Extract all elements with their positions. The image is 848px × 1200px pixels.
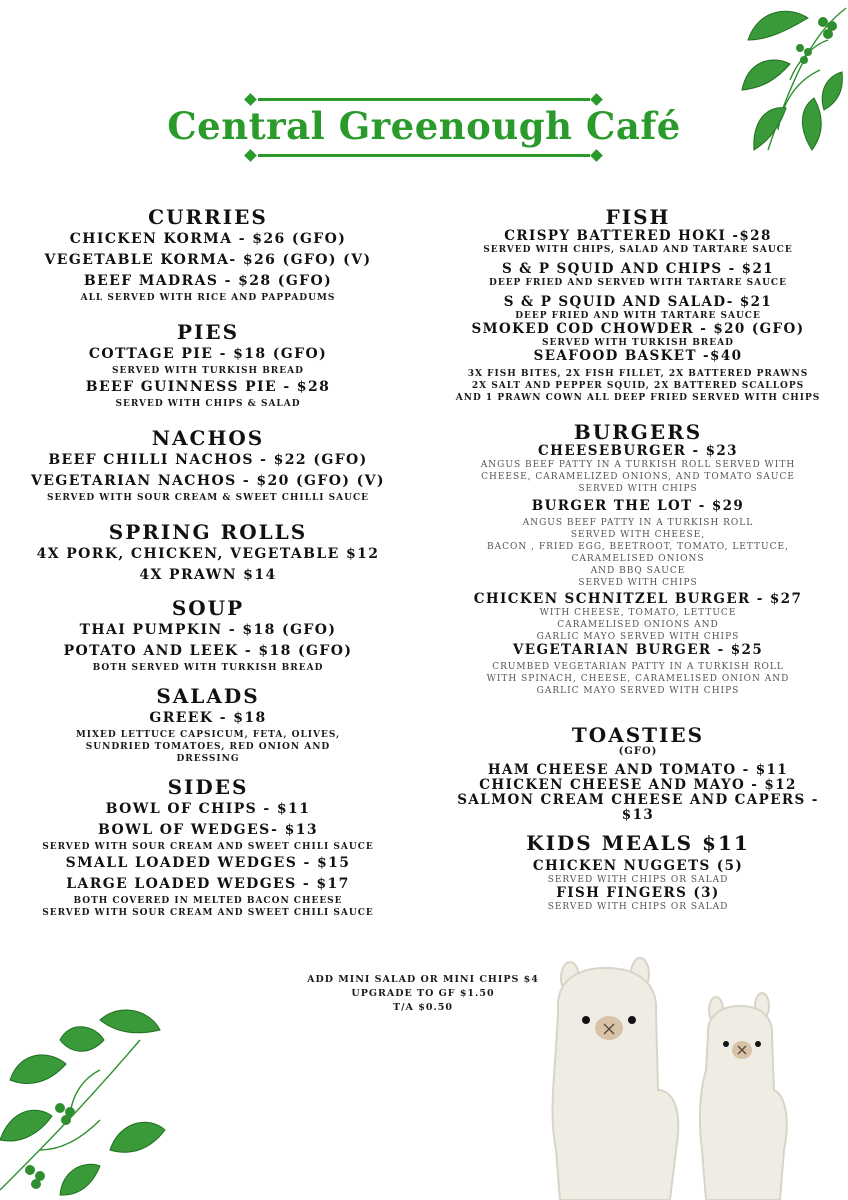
menu-item: POTATO AND LEEK - $18 (GFO)	[63, 643, 353, 659]
section-nachos	[22, 426, 394, 504]
section-heading: KIDS MEALS $11	[526, 831, 750, 855]
menu-item: LARGE LOADED WEDGES - $17	[66, 876, 350, 892]
item-note: SERVED WITH TURKISH BREAD	[112, 366, 304, 376]
item-note: SERVED WITH SOUR CREAM AND SWEET CHILI SAUCE	[42, 842, 374, 852]
menu-column-left	[22, 205, 394, 919]
item-note: AND BBQ SAUCE	[590, 566, 686, 576]
section-kids-meals	[440, 831, 836, 913]
extras-notes	[300, 973, 546, 1015]
item-note: SERVED WITH CHIPS	[578, 578, 698, 588]
item-note: 3X FISH BITES, 2X FISH FILLET, 2X BATTERED PRAWNS	[467, 369, 809, 379]
item-note: SUNDRIED TOMATOES, RED ONION AND	[85, 742, 331, 752]
section-heading: SIDES	[167, 775, 249, 799]
section-heading: NACHOS	[151, 426, 265, 450]
item-note: WITH CHEESE, TOMATO, LETTUCE	[539, 608, 737, 618]
extras-line: ADD MINI SALAD OR MINI CHIPS $4	[307, 974, 539, 985]
item-note: ALL SERVED WITH RICE AND PAPPADUMS	[80, 293, 336, 303]
section-heading: PIES	[176, 320, 240, 344]
item-note: SERVED WITH TURKISH BREAD	[542, 338, 734, 348]
leaf-branch-top-right-illustration	[728, 0, 848, 170]
item-note: SERVED WITH CHEESE,	[570, 530, 706, 540]
menu-item: BEEF GUINNESS PIE - $28	[85, 379, 331, 395]
item-note: SERVED WITH SOUR CREAM AND SWEET CHILI SAUCE	[42, 908, 374, 918]
item-note: DRESSING	[176, 754, 240, 764]
menu-item: BEEF CHILLI NACHOS - $22 (GFO)	[48, 452, 368, 468]
item-note: CARAMELISED ONIONS	[571, 554, 705, 564]
item-note: GARLIC MAYO SERVED WITH CHIPS	[536, 686, 740, 696]
menu-item: SMOKED COD CHOWDER - $20 (GFO)	[471, 321, 805, 337]
menu-item: VEGETARIAN BURGER - $25	[512, 642, 764, 658]
extras-line: UPGRADE TO GF $1.50	[351, 988, 495, 999]
section-curries	[22, 205, 394, 304]
item-note: SERVED WITH CHIPS	[578, 484, 698, 494]
menu-item: CHEESEBURGER - $23	[538, 443, 738, 459]
menu-item: SEAFOOD BASKET -$40	[533, 348, 743, 364]
item-note: BOTH SERVED WITH TURKISH BREAD	[92, 663, 324, 673]
menu-item: 4X PORK, CHICKEN, VEGETABLE $12	[36, 546, 380, 562]
title-rule-top	[258, 98, 590, 101]
item-note: BACON , FRIED EGG, BEETROOT, TOMATO, LETTUCE,	[487, 542, 789, 552]
item-note: SERVED WITH CHIPS OR SALAD	[547, 902, 729, 912]
rule-ornament	[590, 149, 603, 162]
rule-ornament	[244, 149, 257, 162]
cafe-title: Central Greenough Café	[167, 104, 681, 148]
item-note: SERVED WITH CHIPS, SALAD AND TARTARE SAUCE	[483, 245, 793, 255]
item-note: BOTH COVERED IN MELTED BACON CHEESE	[73, 896, 343, 906]
menu-item: CHICKEN NUGGETS (5)	[532, 858, 744, 874]
alpaca-illustration	[548, 950, 798, 1200]
item-note: ANGUS BEEF PATTY IN A TURKISH ROLL	[522, 518, 754, 528]
section-soup	[22, 596, 394, 674]
menu-item: CRISPY BATTERED HOKI -$28	[504, 228, 772, 244]
item-note: WITH SPINACH, CHEESE, CARAMELISED ONION AND	[486, 674, 790, 684]
section-heading: SALADS	[156, 684, 260, 708]
menu-item: 4X PRAWN $14	[139, 567, 277, 583]
menu-item: VEGETABLE KORMA- $26 (GFO) (V)	[44, 252, 372, 268]
menu-item: CHICKEN CHEESE AND MAYO - $12	[479, 777, 797, 793]
section-burgers	[440, 420, 836, 697]
section-heading: FISH	[605, 205, 671, 229]
menu-item: THAI PUMPKIN - $18 (GFO)	[79, 622, 337, 638]
item-note: CHEESE, CARAMELIZED ONIONS, AND TOMATO SAUCE	[481, 472, 795, 482]
item-note: SERVED WITH SOUR CREAM & SWEET CHILLI SAUCE	[47, 493, 369, 503]
menu-item: HAM CHEESE AND TOMATO - $11	[487, 762, 789, 778]
section-spring-rolls	[22, 520, 394, 586]
menu-item: S & P SQUID AND SALAD- $21	[503, 294, 773, 310]
section-heading: SOUP	[171, 596, 245, 620]
menu-item: GREEK - $18	[149, 710, 267, 726]
item-note: SERVED WITH CHIPS OR SALAD	[547, 875, 729, 885]
menu-item: BOWL OF WEDGES- $13	[97, 822, 319, 838]
menu-item: COTTAGE PIE - $18 (GFO)	[88, 346, 328, 362]
section-salads	[22, 684, 394, 765]
extras-line: T/A $0.50	[393, 1002, 453, 1013]
section-sides	[22, 775, 394, 919]
section-heading: CURRIES	[148, 205, 268, 229]
item-note: CARAMELISED ONIONS AND	[557, 620, 719, 630]
menu-item: BURGER THE LOT - $29	[531, 498, 745, 514]
section-heading: TOASTIES	[571, 723, 705, 747]
leaf-branch-bottom-left-illustration	[0, 1000, 175, 1200]
menu-item: SMALL LOADED WEDGES - $15	[65, 855, 351, 871]
title-block	[160, 92, 688, 164]
section-subheading: (GFO)	[618, 746, 658, 757]
menu-item: CHICKEN KORMA - $26 (GFO)	[69, 231, 347, 247]
item-note: 2X SALT AND PEPPER SQUID, 2X BATTERED SCALLOPS	[471, 381, 805, 391]
item-note: AND 1 PRAWN COWN ALL DEEP FRIED SERVED WITH CHIPS	[455, 393, 821, 403]
title-rule-bottom	[258, 154, 590, 157]
item-note: ANGUS BEEF PATTY IN A TURKISH ROLL SERVED WITH	[480, 460, 796, 470]
item-note: MIXED LETTUCE CAPSICUM, FETA, OLIVES,	[75, 730, 341, 740]
item-note: DEEP FRIED AND WITH TARTARE SAUCE	[515, 311, 761, 321]
section-heading: SPRING ROLLS	[108, 520, 308, 544]
item-note: DEEP FRIED AND SERVED WITH TARTARE SAUCE	[489, 278, 787, 288]
item-note: GARLIC MAYO SERVED WITH CHIPS	[536, 632, 740, 642]
menu-item: CHICKEN SCHNITZEL BURGER - $27	[473, 591, 803, 607]
menu-item: BEEF MADRAS - $28 (GFO)	[83, 273, 333, 289]
item-note: SERVED WITH CHIPS & SALAD	[115, 399, 301, 409]
section-toasties	[440, 723, 836, 823]
menu-item: S & P SQUID AND CHIPS - $21	[501, 261, 775, 277]
section-fish	[440, 205, 836, 404]
menu-item: VEGETARIAN NACHOS - $20 (GFO) (V)	[31, 473, 385, 489]
menu-item: BOWL OF CHIPS - $11	[105, 801, 311, 817]
section-pies	[22, 320, 394, 410]
menu-item: SALMON CREAM CHEESE AND CAPERS - $13	[457, 792, 819, 823]
item-note: CRUMBED VEGETARIAN PATTY IN A TURKISH ROLL	[492, 662, 784, 672]
section-heading: BURGERS	[573, 420, 703, 444]
menu-item: FISH FINGERS (3)	[556, 885, 720, 901]
menu-column-right	[440, 205, 836, 913]
